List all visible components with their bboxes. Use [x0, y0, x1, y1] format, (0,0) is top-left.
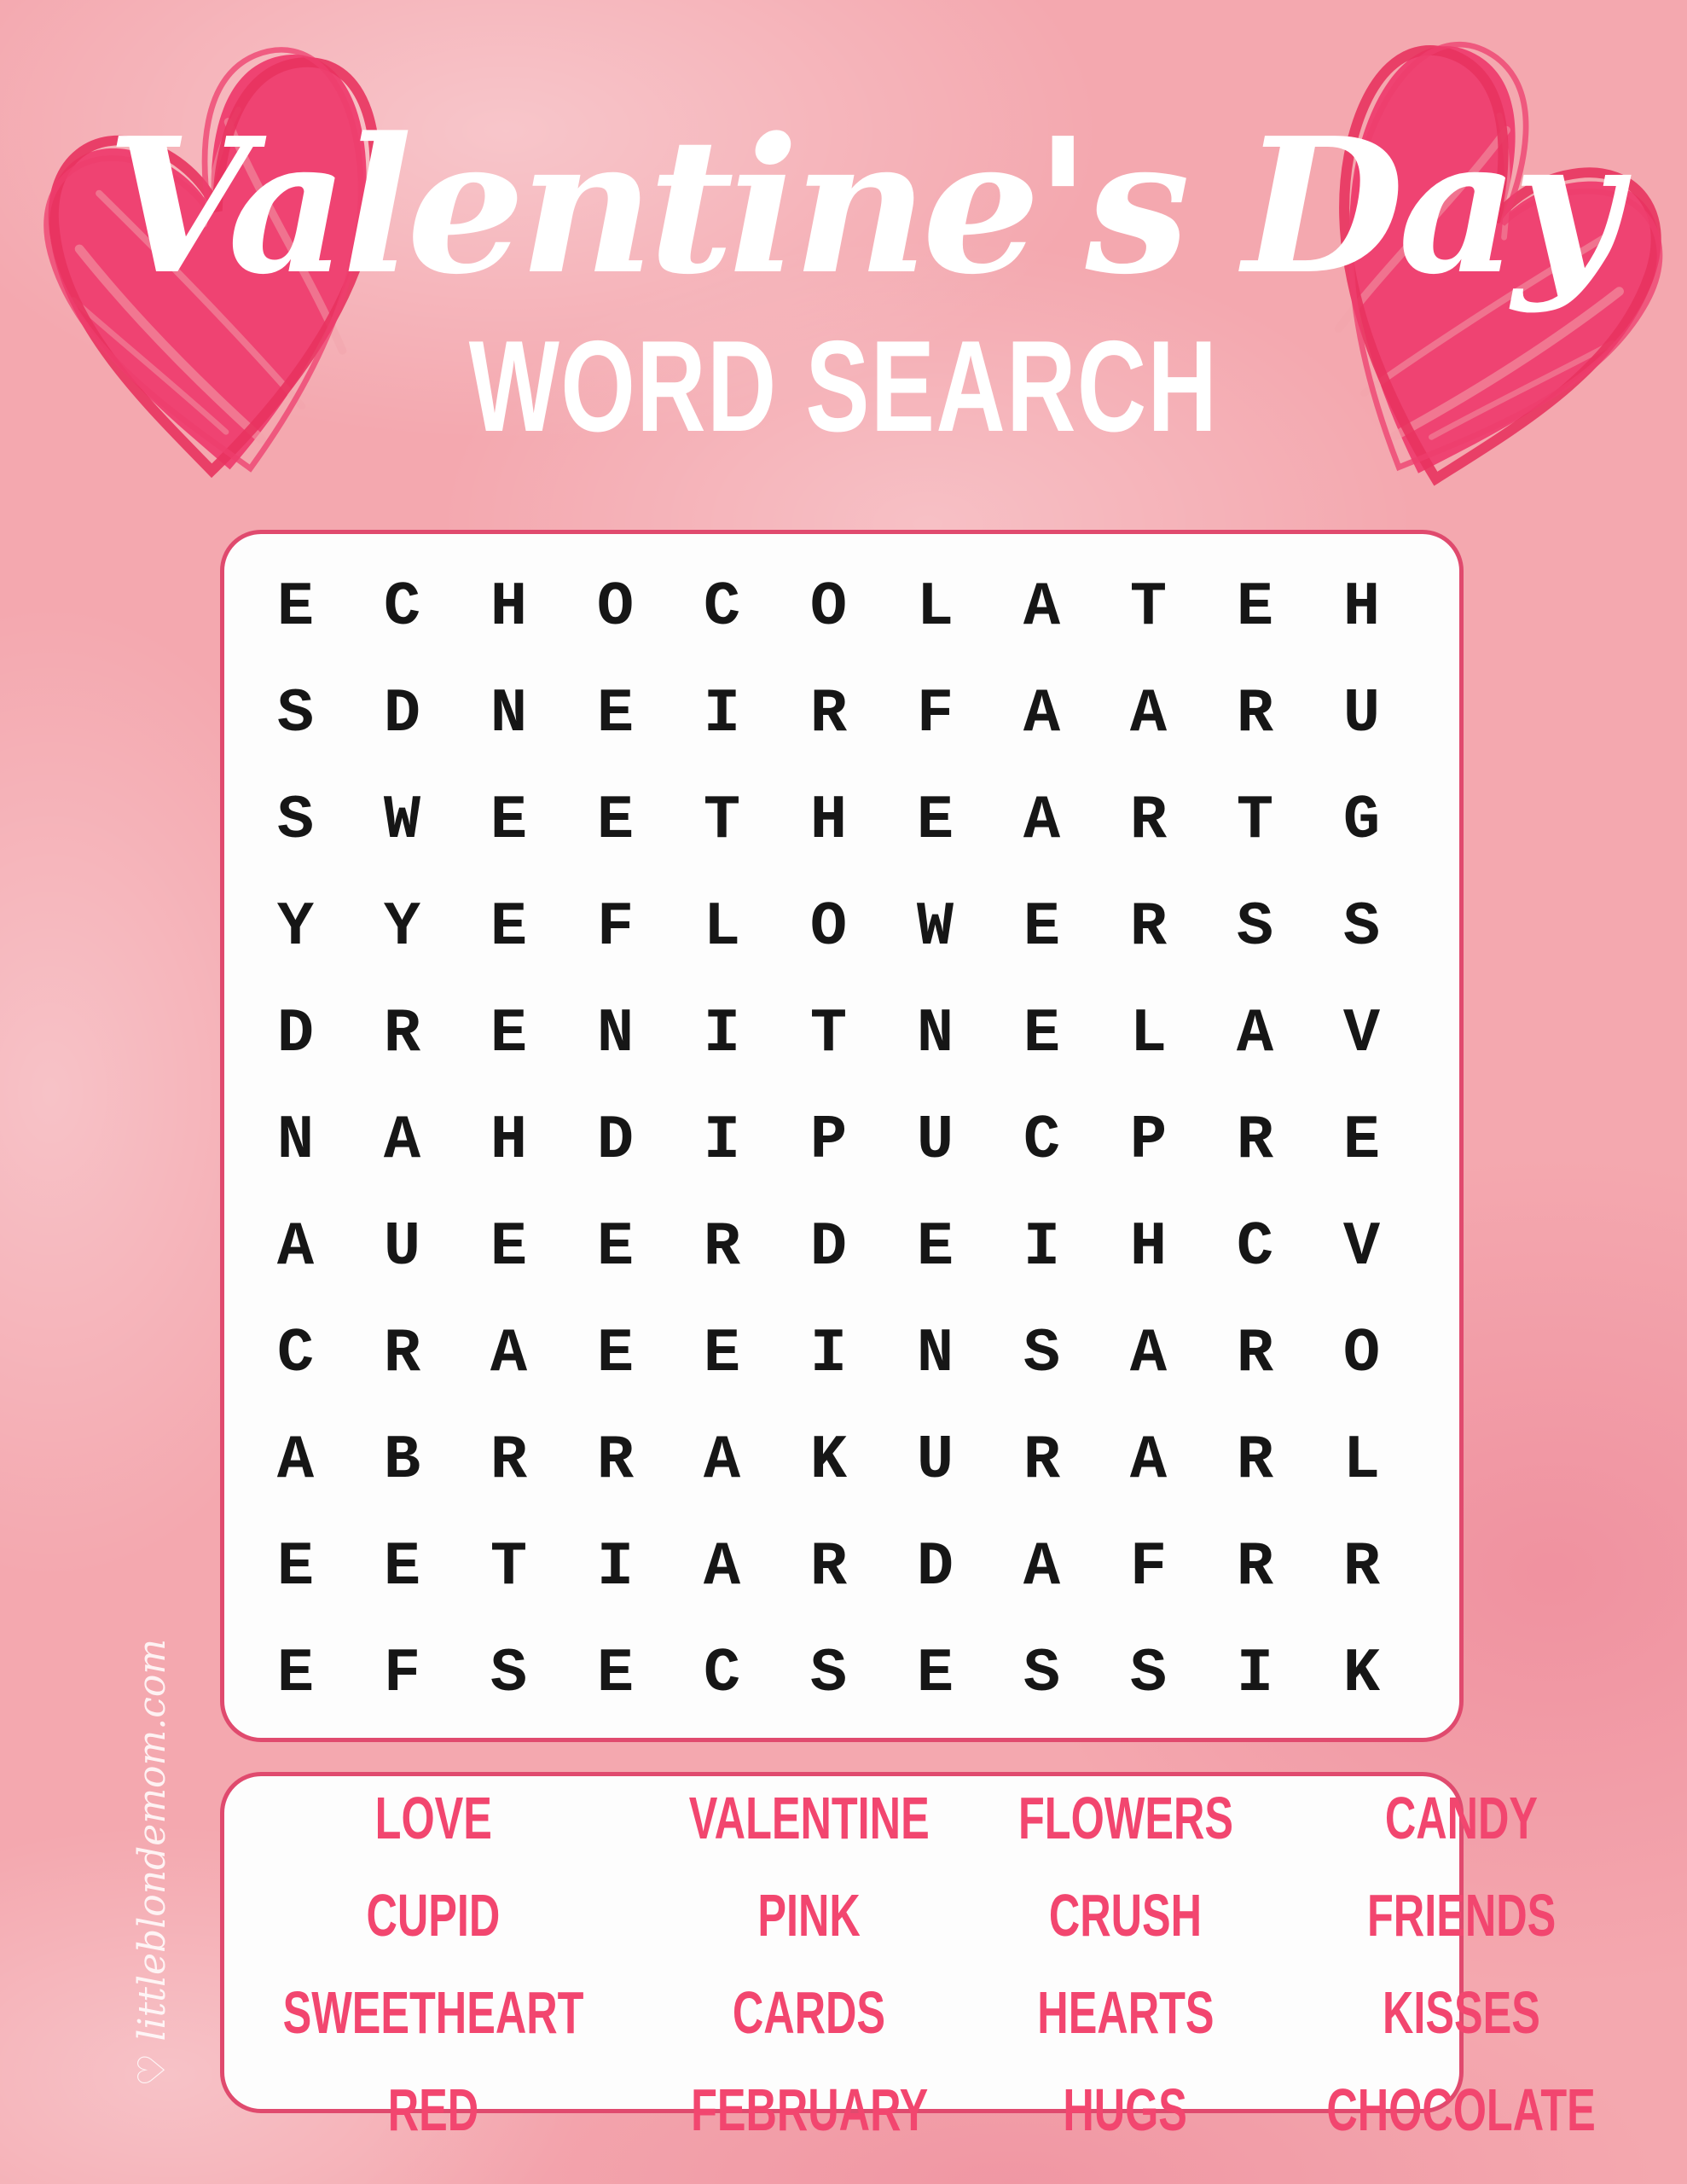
grid-cell: R — [1236, 1318, 1274, 1389]
word-list-box — [220, 1772, 1597, 2143]
grid-cell: N — [916, 1318, 954, 1389]
grid-cell: H — [490, 1105, 528, 1176]
grid-cell: P — [1129, 1105, 1168, 1176]
grid-cell: E — [596, 785, 635, 856]
grid-cell: R — [1236, 1531, 1274, 1602]
word-list-item: FLOWERS — [1017, 1785, 1233, 1851]
grid-cell: V — [1342, 1211, 1381, 1282]
grid-cell: S — [809, 1638, 848, 1709]
grid-cell: E — [1023, 998, 1061, 1069]
grid-cell: I — [1236, 1638, 1274, 1709]
grid-cell: E — [703, 1318, 741, 1389]
grid-cell: A — [1023, 785, 1061, 856]
grid-cell: E — [916, 1638, 954, 1709]
grid-cell: Y — [276, 892, 315, 962]
grid-cell: V — [1342, 998, 1381, 1069]
grid-cell: E — [596, 678, 635, 749]
grid-cell: O — [809, 892, 848, 962]
grid-cell: R — [1342, 1531, 1381, 1602]
word-list-column — [977, 1778, 1275, 2143]
grid-cell: L — [1129, 998, 1168, 1069]
grid-cell: I — [703, 998, 741, 1069]
grid-cell: H — [1342, 572, 1381, 642]
grid-cell: H — [490, 572, 528, 642]
grid-cell: A — [1236, 998, 1274, 1069]
grid-cell: A — [1023, 678, 1061, 749]
grid-cell: L — [916, 572, 954, 642]
grid-cell: H — [1129, 1211, 1168, 1282]
grid-cell: E — [276, 1638, 315, 1709]
grid-cell: R — [383, 1318, 421, 1389]
grid-cell: E — [490, 785, 528, 856]
grid-cell: O — [596, 572, 635, 642]
grid-cell: U — [916, 1425, 954, 1496]
grid-cell: A — [1023, 572, 1061, 642]
word-list-item: FRIENDS — [1366, 1882, 1557, 1949]
word-list-item: VALENTINE — [688, 1785, 930, 1851]
grid-cell: W — [916, 892, 954, 962]
grid-cell: L — [703, 892, 741, 962]
page-title: Valentine's Day — [106, 97, 1615, 316]
letter-grid — [242, 554, 1415, 1727]
grid-cell: Y — [383, 892, 421, 962]
grid-cell: C — [703, 1638, 741, 1709]
grid-cell: R — [809, 678, 848, 749]
word-list-item: SWEETHEART — [282, 1979, 584, 2046]
grid-cell: A — [1129, 678, 1168, 749]
grid-cell: U — [1342, 678, 1381, 749]
grid-cell: R — [1236, 1105, 1274, 1176]
grid-cell: E — [596, 1211, 635, 1282]
word-list-item: PINK — [757, 1882, 861, 1949]
grid-cell: E — [916, 1211, 954, 1282]
grid-cell: K — [809, 1425, 848, 1496]
grid-cell: E — [276, 572, 315, 642]
grid-cell: R — [1236, 1425, 1274, 1496]
grid-cell: F — [596, 892, 635, 962]
grid-cell: U — [916, 1105, 954, 1176]
word-list-column — [642, 1778, 977, 2143]
grid-cell: G — [1342, 785, 1381, 856]
grid-cell: W — [383, 785, 421, 856]
grid-cell: R — [1023, 1425, 1061, 1496]
grid-cell: A — [276, 1211, 315, 1282]
grid-cell: C — [383, 572, 421, 642]
grid-cell: F — [383, 1638, 421, 1709]
grid-cell: R — [383, 998, 421, 1069]
grid-cell: D — [383, 678, 421, 749]
grid-cell: I — [703, 1105, 741, 1176]
grid-cell: O — [1342, 1318, 1381, 1389]
grid-cell: E — [490, 1211, 528, 1282]
grid-cell: S — [1023, 1638, 1061, 1709]
grid-cell: R — [490, 1425, 528, 1496]
grid-cell: L — [1342, 1425, 1381, 1496]
grid-cell: A — [276, 1425, 315, 1496]
word-list-item: HUGS — [1063, 2077, 1188, 2143]
grid-cell: D — [596, 1105, 635, 1176]
grid-cell: D — [916, 1531, 954, 1602]
grid-cell: A — [1129, 1425, 1168, 1496]
grid-cell: N — [916, 998, 954, 1069]
grid-cell: A — [490, 1318, 528, 1389]
grid-cell: H — [809, 785, 848, 856]
grid-cell: T — [703, 785, 741, 856]
grid-cell: A — [1129, 1318, 1168, 1389]
word-list-item: FEBRUARY — [690, 2077, 928, 2143]
grid-cell: O — [809, 572, 848, 642]
grid-cell: S — [1342, 892, 1381, 962]
grid-cell: E — [596, 1638, 635, 1709]
word-search-grid-box — [220, 530, 1464, 1742]
grid-cell: F — [1129, 1531, 1168, 1602]
grid-cell: E — [276, 1531, 315, 1602]
word-list-item: CARDS — [733, 1979, 886, 2046]
word-list-item: HEARTS — [1036, 1979, 1215, 2046]
grid-cell: E — [383, 1531, 421, 1602]
grid-cell: A — [703, 1425, 741, 1496]
grid-cell: R — [1129, 892, 1168, 962]
grid-cell: B — [383, 1425, 421, 1496]
grid-cell: E — [490, 998, 528, 1069]
grid-cell: C — [703, 572, 741, 642]
grid-cell: S — [490, 1638, 528, 1709]
watermark-url: ♡ littleblondemom.com — [130, 1638, 174, 2087]
grid-cell: E — [1342, 1105, 1381, 1176]
page-subtitle: WORD SEARCH — [468, 314, 1219, 459]
word-list — [224, 1778, 1597, 2143]
word-list-item: CUPID — [366, 1882, 501, 1949]
grid-cell: A — [383, 1105, 421, 1176]
grid-cell: E — [916, 785, 954, 856]
grid-cell: E — [490, 892, 528, 962]
word-list-item: CHOCOLATE — [1326, 2077, 1597, 2143]
word-list-item: LOVE — [374, 1785, 492, 1851]
grid-cell: T — [1236, 785, 1274, 856]
grid-cell: E — [1023, 892, 1061, 962]
grid-cell: C — [276, 1318, 315, 1389]
grid-cell: S — [1236, 892, 1274, 962]
grid-cell: K — [1342, 1638, 1381, 1709]
grid-cell: N — [276, 1105, 315, 1176]
grid-cell: C — [1236, 1211, 1274, 1282]
grid-cell: R — [703, 1211, 741, 1282]
grid-cell: T — [809, 998, 848, 1069]
grid-cell: E — [1236, 572, 1274, 642]
grid-cell: U — [383, 1211, 421, 1282]
grid-cell: F — [916, 678, 954, 749]
grid-cell: S — [1129, 1638, 1168, 1709]
grid-cell: I — [1023, 1211, 1061, 1282]
grid-cell: T — [1129, 572, 1168, 642]
grid-cell: C — [1023, 1105, 1061, 1176]
grid-cell: I — [809, 1318, 848, 1389]
word-list-item: CANDY — [1384, 1785, 1539, 1851]
grid-cell: P — [809, 1105, 848, 1176]
grid-cell: S — [1023, 1318, 1061, 1389]
grid-cell: A — [703, 1531, 741, 1602]
grid-cell: R — [1129, 785, 1168, 856]
word-list-column — [1274, 1778, 1648, 2143]
grid-cell: I — [703, 678, 741, 749]
word-list-item: RED — [387, 2077, 479, 2143]
grid-cell: N — [490, 678, 528, 749]
grid-cell: I — [596, 1531, 635, 1602]
word-list-item: KISSES — [1383, 1979, 1540, 2046]
grid-cell: S — [276, 785, 315, 856]
grid-cell: S — [276, 678, 315, 749]
grid-cell: N — [596, 998, 635, 1069]
grid-cell: E — [596, 1318, 635, 1389]
grid-cell: D — [809, 1211, 848, 1282]
grid-cell: T — [490, 1531, 528, 1602]
grid-cell: A — [1023, 1531, 1061, 1602]
grid-cell: R — [596, 1425, 635, 1496]
word-list-item: CRUSH — [1048, 1882, 1203, 1949]
grid-cell: R — [809, 1531, 848, 1602]
word-list-column — [224, 1778, 642, 2143]
grid-cell: D — [276, 998, 315, 1069]
grid-cell: R — [1236, 678, 1274, 749]
